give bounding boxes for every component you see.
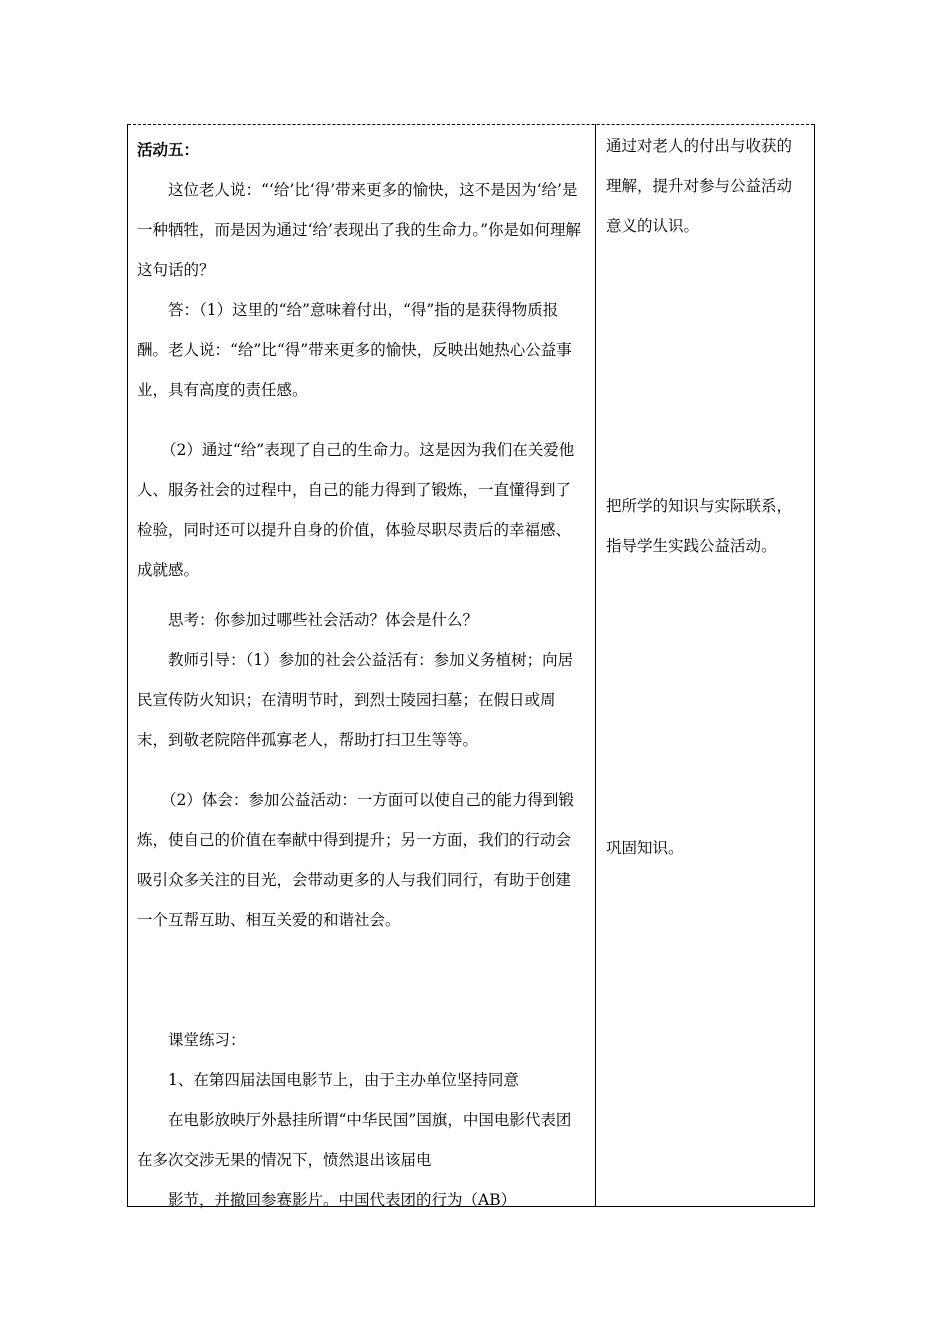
exercise-question-line-2: 在电影放映厅外悬挂所谓“中华民国”国旗，中国电影代表团在多次交涉无果的情况下，愤然退出该届电 bbox=[137, 1111, 572, 1169]
intent-2: 把所学的知识与实际联系，指导学生实践公益活动。 bbox=[606, 497, 793, 555]
activity-heading: 活动五： bbox=[137, 141, 200, 159]
exercise-heading: 课堂练习： bbox=[168, 1031, 246, 1049]
exercise-question-line-3: 影节，并撤回参赛影片。中国代表团的行为（AB） bbox=[168, 1191, 517, 1209]
design-intent-column bbox=[606, 124, 806, 1206]
answer-part-2: （2）通过“给”表现了自己的生命力。这是因为我们在关爱他人、服务社会的过程中，自己的能力得到了锻炼，一直懂得到了检验，同时还可以提升自身的价值，体验尽职尽责后的幸福感、成就感。 bbox=[137, 441, 575, 579]
think-question: 思考：你参加过哪些社会活动？体会是什么？ bbox=[168, 611, 479, 629]
intent-1: 通过对老人的付出与收获的理解，提升对参与公益活动意义的认识。 bbox=[606, 137, 793, 235]
teacher-guide-part-2: （2）体会：参加公益活动：一方面可以使自己的能力得到锻炼，使自己的价值在奉献中得到提升；另一方面，我们的行动会吸引众多关注的目光，会带动更多的人与我们同行，有助于创建一个互帮互助、相互关爱的和谐社会。 bbox=[137, 791, 574, 929]
activity-question: 这位老人说：“‘给’比‘得’带来更多的愉快，这不是因为‘给’是一种牺牲，而是因为通过‘给’表现出了我的生命力。”你是如何理解这句话的？ bbox=[137, 181, 582, 279]
lesson-table bbox=[127, 124, 815, 1207]
teacher-guide-part-1: 教师引导：（1）参加的社会公益活有：参加义务植树；向居民宣传防火知识；在清明节时，到烈士陵园扫墓；在假日或周末，到敬老院陪伴孤寡老人，帮助打扫卫生等等。 bbox=[137, 651, 574, 749]
exercise-question-line-1: 1、在第四届法国电影节上，由于主办单位坚持同意 bbox=[168, 1071, 519, 1089]
answer-part-1: 答：（1）这里的“给”意味着付出，“得”指的是获得物质报酬。老人说：“给”比“得”带来更多的愉快，反映出她热心公益事业，具有高度的责任感。 bbox=[137, 301, 572, 399]
intent-3: 巩固知识。 bbox=[606, 839, 684, 857]
activity-content-column bbox=[137, 130, 585, 1220]
column-divider bbox=[595, 124, 596, 1206]
